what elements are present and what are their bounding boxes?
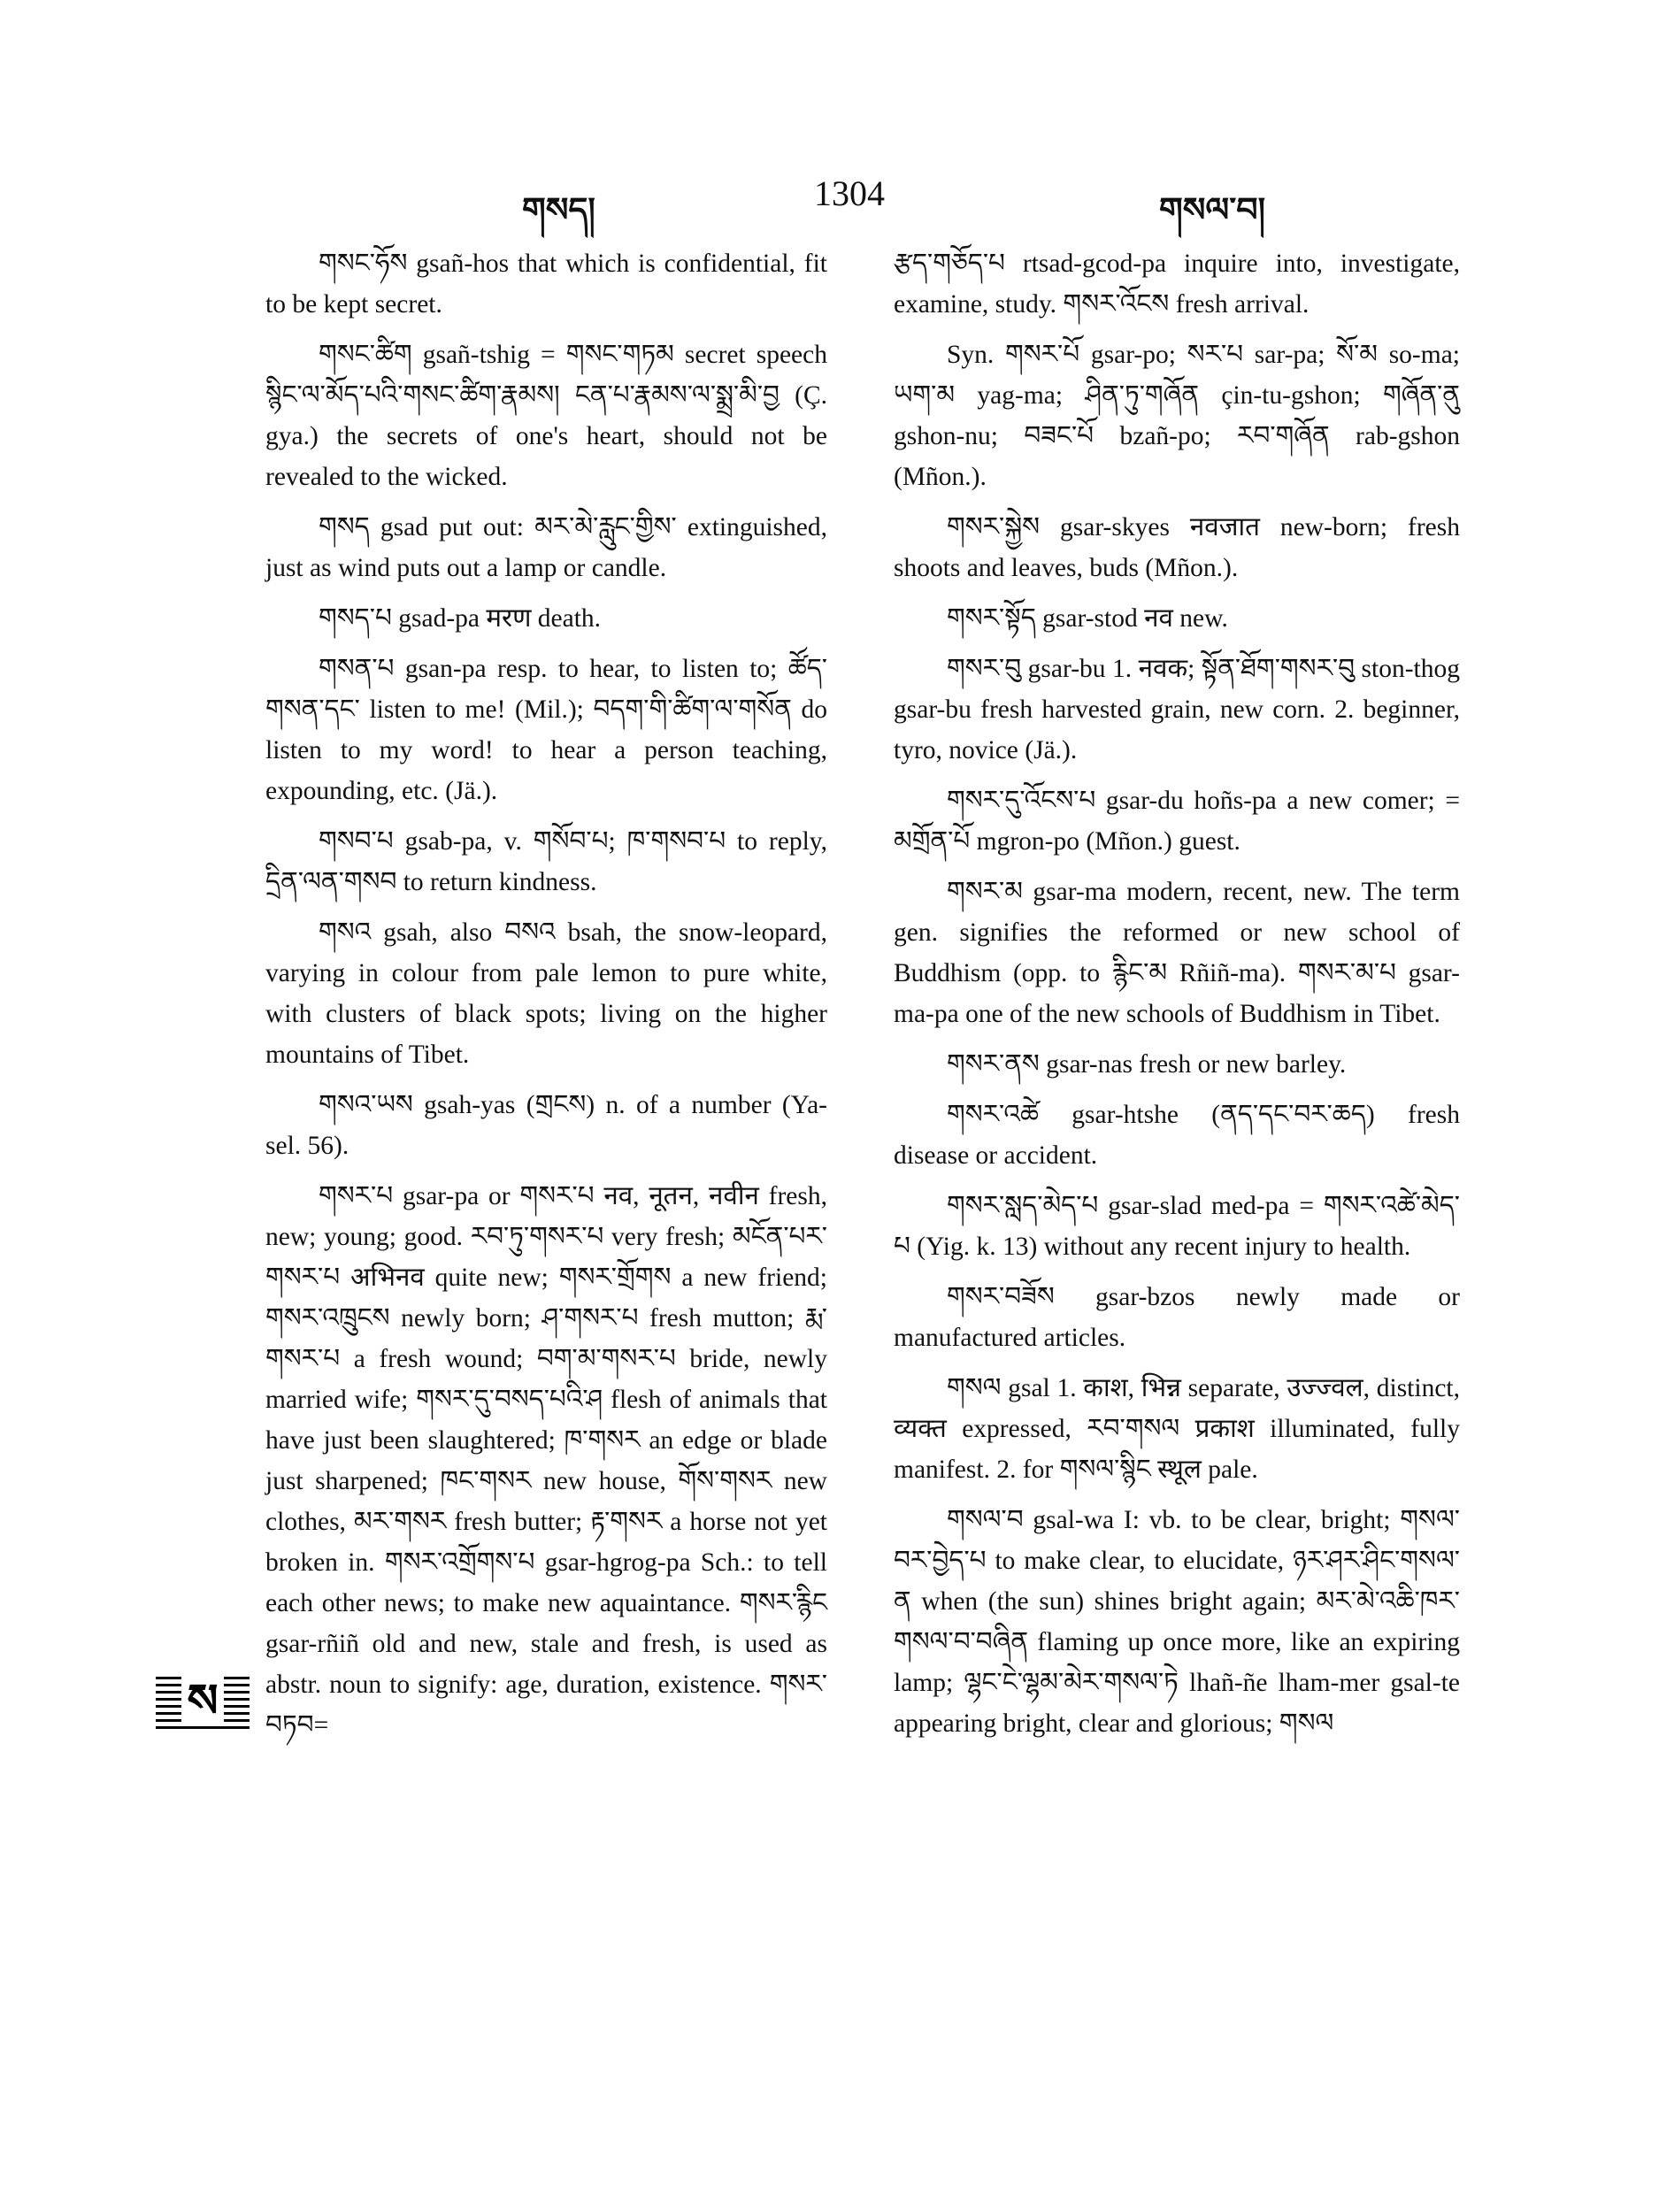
entry-gsal: གསལ gsal 1. काश, भिन्न separate, उज्ज्वल, distinct, व्यक्त expressed, རབ་གསལ प्रकाश illuminated, fully manifest. 2. for གསལ་སྙིང स्थूल pale.: [894, 1374, 1460, 1484]
thumb-index-letter: ས: [181, 1677, 223, 1726]
entry-gsar-bzos: གསར་བཟོས gsar-bzos newly made or manufactured articles.: [894, 1283, 1460, 1352]
entry-gsad-pa: གསད་པ gsad-pa मरण death.: [319, 604, 602, 633]
entry-rtsad-gcod-pa: རྩད་གཅོད་པ rtsad-gcod-pa inquire into, investigate, examine, study. གསར་འོངས fresh arrival.: [894, 250, 1460, 319]
entry-gsar-nas: གསར་ནས gsar-nas fresh or new barley.: [947, 1050, 1347, 1079]
entry-gsar-du-hons-pa: གསར་དུ་འོངས་པ gsar-du hoñs-pa a new comer; = མགྲོན་པོ mgron-po (Mñon.) guest.: [894, 787, 1460, 856]
entry-gsar-skyes: གསར་སྐྱེས gsar-skyes नवजात new-born; fresh shoots and leaves, buds (Mñon.).: [894, 513, 1460, 582]
entry-gsar-stod: གསར་སྟོད gsar-stod नव new.: [947, 604, 1228, 633]
header-right-word: གསལ་བ།: [1159, 189, 1266, 229]
entry-gsah: གསའ gsah, also བསའ bsah, the snow-leopard, varying in colour from pale lemon to pure white, with clusters of black spots; living on the higher mountains of Tibet.: [265, 918, 827, 1069]
entry-gsad: གསད gsad put out: མར་མེ་རླུང་གྱིས་ extinguished, just as wind puts out a lamp or candle.: [265, 513, 827, 582]
entry-synonyms: Syn. གསར་པོ gsar-po; སར་པ sar-pa; སོ་མ so-ma; ཡག་མ yag-ma; ཤིན་ཏུ་གཞོན çin-tu-gshon; གཞོན་ནུ gshon-nu; བཟང་པོ bzañ-po; རབ་གཞོན rab-gshon (Mñon.).: [894, 341, 1460, 491]
entry-gsab-pa: གསབ་པ gsab-pa, v. གསོབ་པ; ཁ་གསབ་པ to reply, དྲིན་ལན་གསབ to return kindness.: [265, 827, 827, 896]
right-column: [894, 243, 1460, 1754]
page-number: 1304: [814, 173, 885, 213]
entry-gsar-bu: གསར་བུ gsar-bu 1. नवक; སྟོན་ཐོག་གསར་བུ ston-thog gsar-bu fresh harvested grain, new corn. 2. beginner, tyro, novice (Jä.).: [894, 655, 1460, 764]
entry-gsah-yas: གསའ་ཡས gsah-yas (གྲངས) n. of a number (Ya-sel. 56).: [265, 1091, 827, 1160]
thumb-index-tab: [156, 1672, 250, 1731]
header-left-word: གསད།: [522, 189, 595, 229]
entry-gsar-htshe: གསར་འཚེ gsar-htshe (ནད་དང་བར་ཆད) fresh disease or accident.: [894, 1101, 1460, 1170]
entry-gsan-tshig: གསང་ཚིག gsañ-tshig = གསང་གཏམ secret speech སྙིང་ལ་མོད་པའི་གསང་ཚིག་རྣམས། ངན་པ་རྣམས་ལ་སྨྲ་མི་བྱ (Ç. gya.) the secrets of one's heart, should not be revealed to the wicked.: [265, 341, 827, 491]
entry-gsan-pa: གསན་པ gsan-pa resp. to hear, to listen to; ཚོད་གསན་དང་ listen to me! (Mil.); བདག་གི་ཚིག་ལ་གསོན do listen to my word! to hear a person teaching, expounding, etc. (Jä.).: [265, 655, 827, 805]
left-column: [265, 243, 827, 1755]
entry-gsar-pa: གསར་པ gsar-pa or གསར་པ नव, नूतन, नवीन fresh, new; young; good. རབ་ཏུ་གསར་པ very fresh; མངོན་པར་གསར་པ अभिनव quite new; གསར་གྲོགས a new friend; གསར་འཁྲུངས newly born; ཤ་གསར་པ fresh mutton; རྨ་གསར་པ a fresh wound; བག་མ་གསར་པ bride, newly married wife; གསར་དུ་བསད་པའི་ཤ flesh of animals that have just been slaughtered; ཁ་གསར an edge or blade just sharpened; ཁང་གསར new house, གོས་གསར new clothes, མར་གསར fresh butter; རྟ་གསར a horse not yet broken in. གསར་འགྲོགས་པ gsar-hgrog-pa Sch.: to tell each other news; to make new aquaintance. གསར་རྙིང gsar-rñiñ old and new, stale and fresh, is used as abstr. noun to signify: age, duration, existence. གསར་བཏབ=: [265, 1182, 827, 1740]
entry-gsal-wa: གསལ་བ gsal-wa I: vb. to be clear, bright; གསལ་བར་བྱེད་པ to make clear, to elucidate, ཉར་ཤར་ཤིང་གསལ་ན when (the sun) shines bright again; མར་མེ་འཆི་ཁར་གསལ་བ་བཞིན flaming up once more, like an expiring lamp; ལྷང་ངེ་ལྷམ་མེར་གསལ་ཏེ lhañ-ñe lham-mer gsal-te appearing bright, clear and glorious; གསལ: [894, 1506, 1460, 1738]
entry-gsar-slad-med-pa: གསར་སླད་མེད་པ gsar-slad med-pa = གསར་འཚེ་མེད་པ (Yig. k. 13) without any recent injury to health.: [894, 1192, 1460, 1261]
page-header: [265, 173, 1398, 229]
entry-gsan-hos: གསང་ཧོས gsañ-hos that which is confidential, fit to be kept secret.: [265, 250, 827, 319]
entry-gsar-ma: གསར་མ gsar-ma modern, recent, new. The term gen. signifies the reformed or new school of Buddhism (opp. to རྙིང་མ Rñiñ-ma). གསར་མ་པ gsar-ma-pa one of the new schools of Buddhism in Tibet.: [894, 878, 1460, 1028]
